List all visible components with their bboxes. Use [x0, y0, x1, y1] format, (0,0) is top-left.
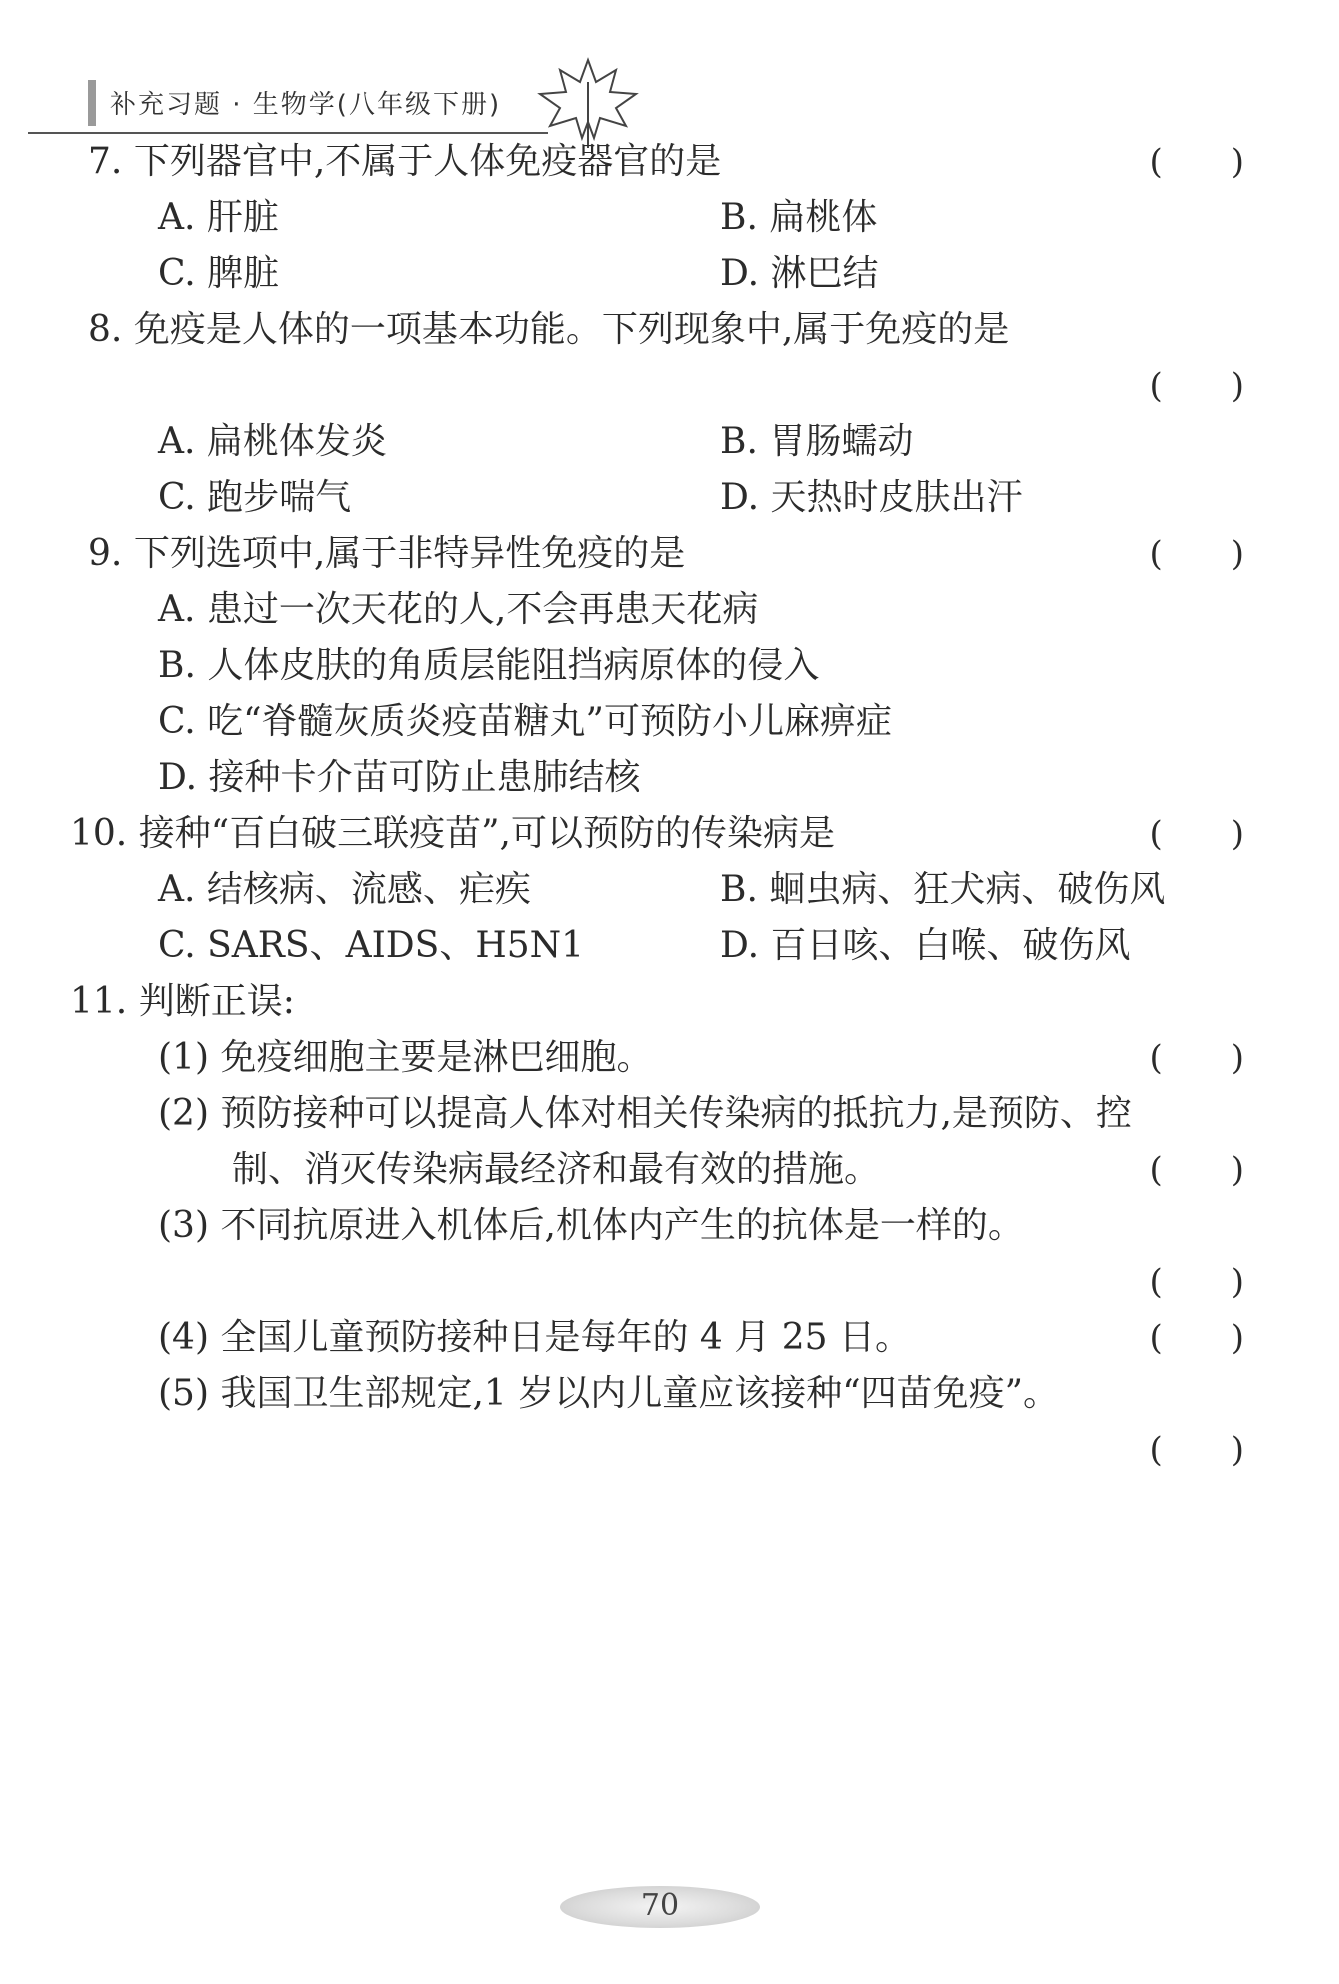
option-a: A. 结核病、流感、疟疾 [158, 869, 531, 910]
answer-blank[interactable]: ( ) [1149, 1262, 1244, 1302]
option-b: B. 蛔虫病、狂犬病、破伤风 [720, 869, 1166, 910]
answer-blank[interactable]: ( ) [1149, 1150, 1244, 1190]
question-8 [88, 308, 1009, 352]
judge-item-2-continued: 制、消灭传染病最经济和最有效的措施。 [232, 1149, 881, 1190]
question-text: 免疫是人体的一项基本功能。下列现象中,属于免疫的是 [133, 309, 1010, 350]
option-a: A. 扁桃体发炎 [158, 421, 387, 462]
option-b: B. 胃肠蠕动 [720, 421, 914, 462]
judge-item-1 [158, 1036, 652, 1080]
question-number: 7. [88, 141, 123, 182]
question-7 [88, 140, 721, 184]
answer-blank[interactable]: ( ) [1149, 814, 1244, 854]
answer-blank[interactable]: ( ) [1149, 534, 1244, 574]
header-rule [28, 132, 548, 134]
answer-blank[interactable]: ( ) [1149, 1038, 1244, 1078]
option-a: A. 患过一次天花的人,不会再患天花病 [158, 589, 759, 630]
maple-leaf-icon [528, 52, 648, 152]
answer-blank[interactable]: ( ) [1149, 1318, 1244, 1358]
page-number: 70 [640, 1888, 680, 1923]
item-label: (1) [158, 1037, 209, 1078]
option-d: D. 接种卡介苗可防止患肺结核 [158, 757, 641, 798]
item-text: 我国卫生部规定,1 岁以内儿童应该接种“四苗免疫”。 [220, 1373, 1060, 1414]
item-label: (5) [158, 1373, 209, 1414]
option-c: C. SARS、AIDS、H5N1 [158, 925, 585, 966]
option-b: B. 扁桃体 [720, 197, 878, 238]
question-10 [70, 812, 835, 856]
answer-blank[interactable]: ( ) [1149, 366, 1244, 406]
item-label: (2) [158, 1093, 209, 1134]
item-text: 预防接种可以提高人体对相关传染病的抵抗力,是预防、控 [220, 1093, 1132, 1134]
question-number: 11. [70, 981, 128, 1022]
item-label: (3) [158, 1205, 209, 1246]
question-text: 下列选项中,属于非特异性免疫的是 [133, 533, 686, 574]
question-number: 9. [88, 533, 123, 574]
item-text: 全国儿童预防接种日是每年的 4 月 25 日。 [220, 1317, 911, 1358]
question-11 [70, 980, 295, 1024]
judge-item-5 [158, 1372, 1059, 1416]
answer-blank[interactable]: ( ) [1149, 1430, 1244, 1470]
option-a: A. 肝脏 [158, 197, 279, 238]
question-number: 10. [70, 813, 128, 854]
question-text: 接种“百白破三联疫苗”,可以预防的传染病是 [138, 813, 835, 854]
question-text: 下列器官中,不属于人体免疫器官的是 [133, 141, 722, 182]
judge-item-2 [158, 1092, 1132, 1136]
option-c: C. 吃“脊髓灰质炎疫苗糖丸”可预防小儿麻痹症 [158, 701, 892, 742]
item-label: (4) [158, 1317, 209, 1358]
option-d: D. 淋巴结 [720, 253, 879, 294]
option-c: C. 跑步喘气 [158, 477, 352, 518]
header-title: 补充习题 · 生物学(八年级下册) [110, 90, 502, 120]
judge-item-4 [158, 1316, 911, 1360]
option-c: C. 脾脏 [158, 253, 280, 294]
judge-item-3 [158, 1204, 1024, 1248]
item-text: 免疫细胞主要是淋巴细胞。 [220, 1037, 653, 1078]
question-number: 8. [88, 309, 123, 350]
option-d: D. 天热时皮肤出汗 [720, 477, 1023, 518]
option-d: D. 百日咳、白喉、破伤风 [720, 925, 1131, 966]
header-bar [88, 80, 96, 126]
question-9 [88, 532, 685, 576]
page-footer [560, 1880, 760, 1936]
option-b: B. 人体皮肤的角质层能阻挡病原体的侵入 [158, 645, 820, 686]
question-text: 判断正误: [138, 981, 295, 1022]
answer-blank[interactable]: ( ) [1149, 142, 1244, 182]
page-header [28, 58, 648, 138]
item-text: 不同抗原进入机体后,机体内产生的抗体是一样的。 [220, 1205, 1024, 1246]
